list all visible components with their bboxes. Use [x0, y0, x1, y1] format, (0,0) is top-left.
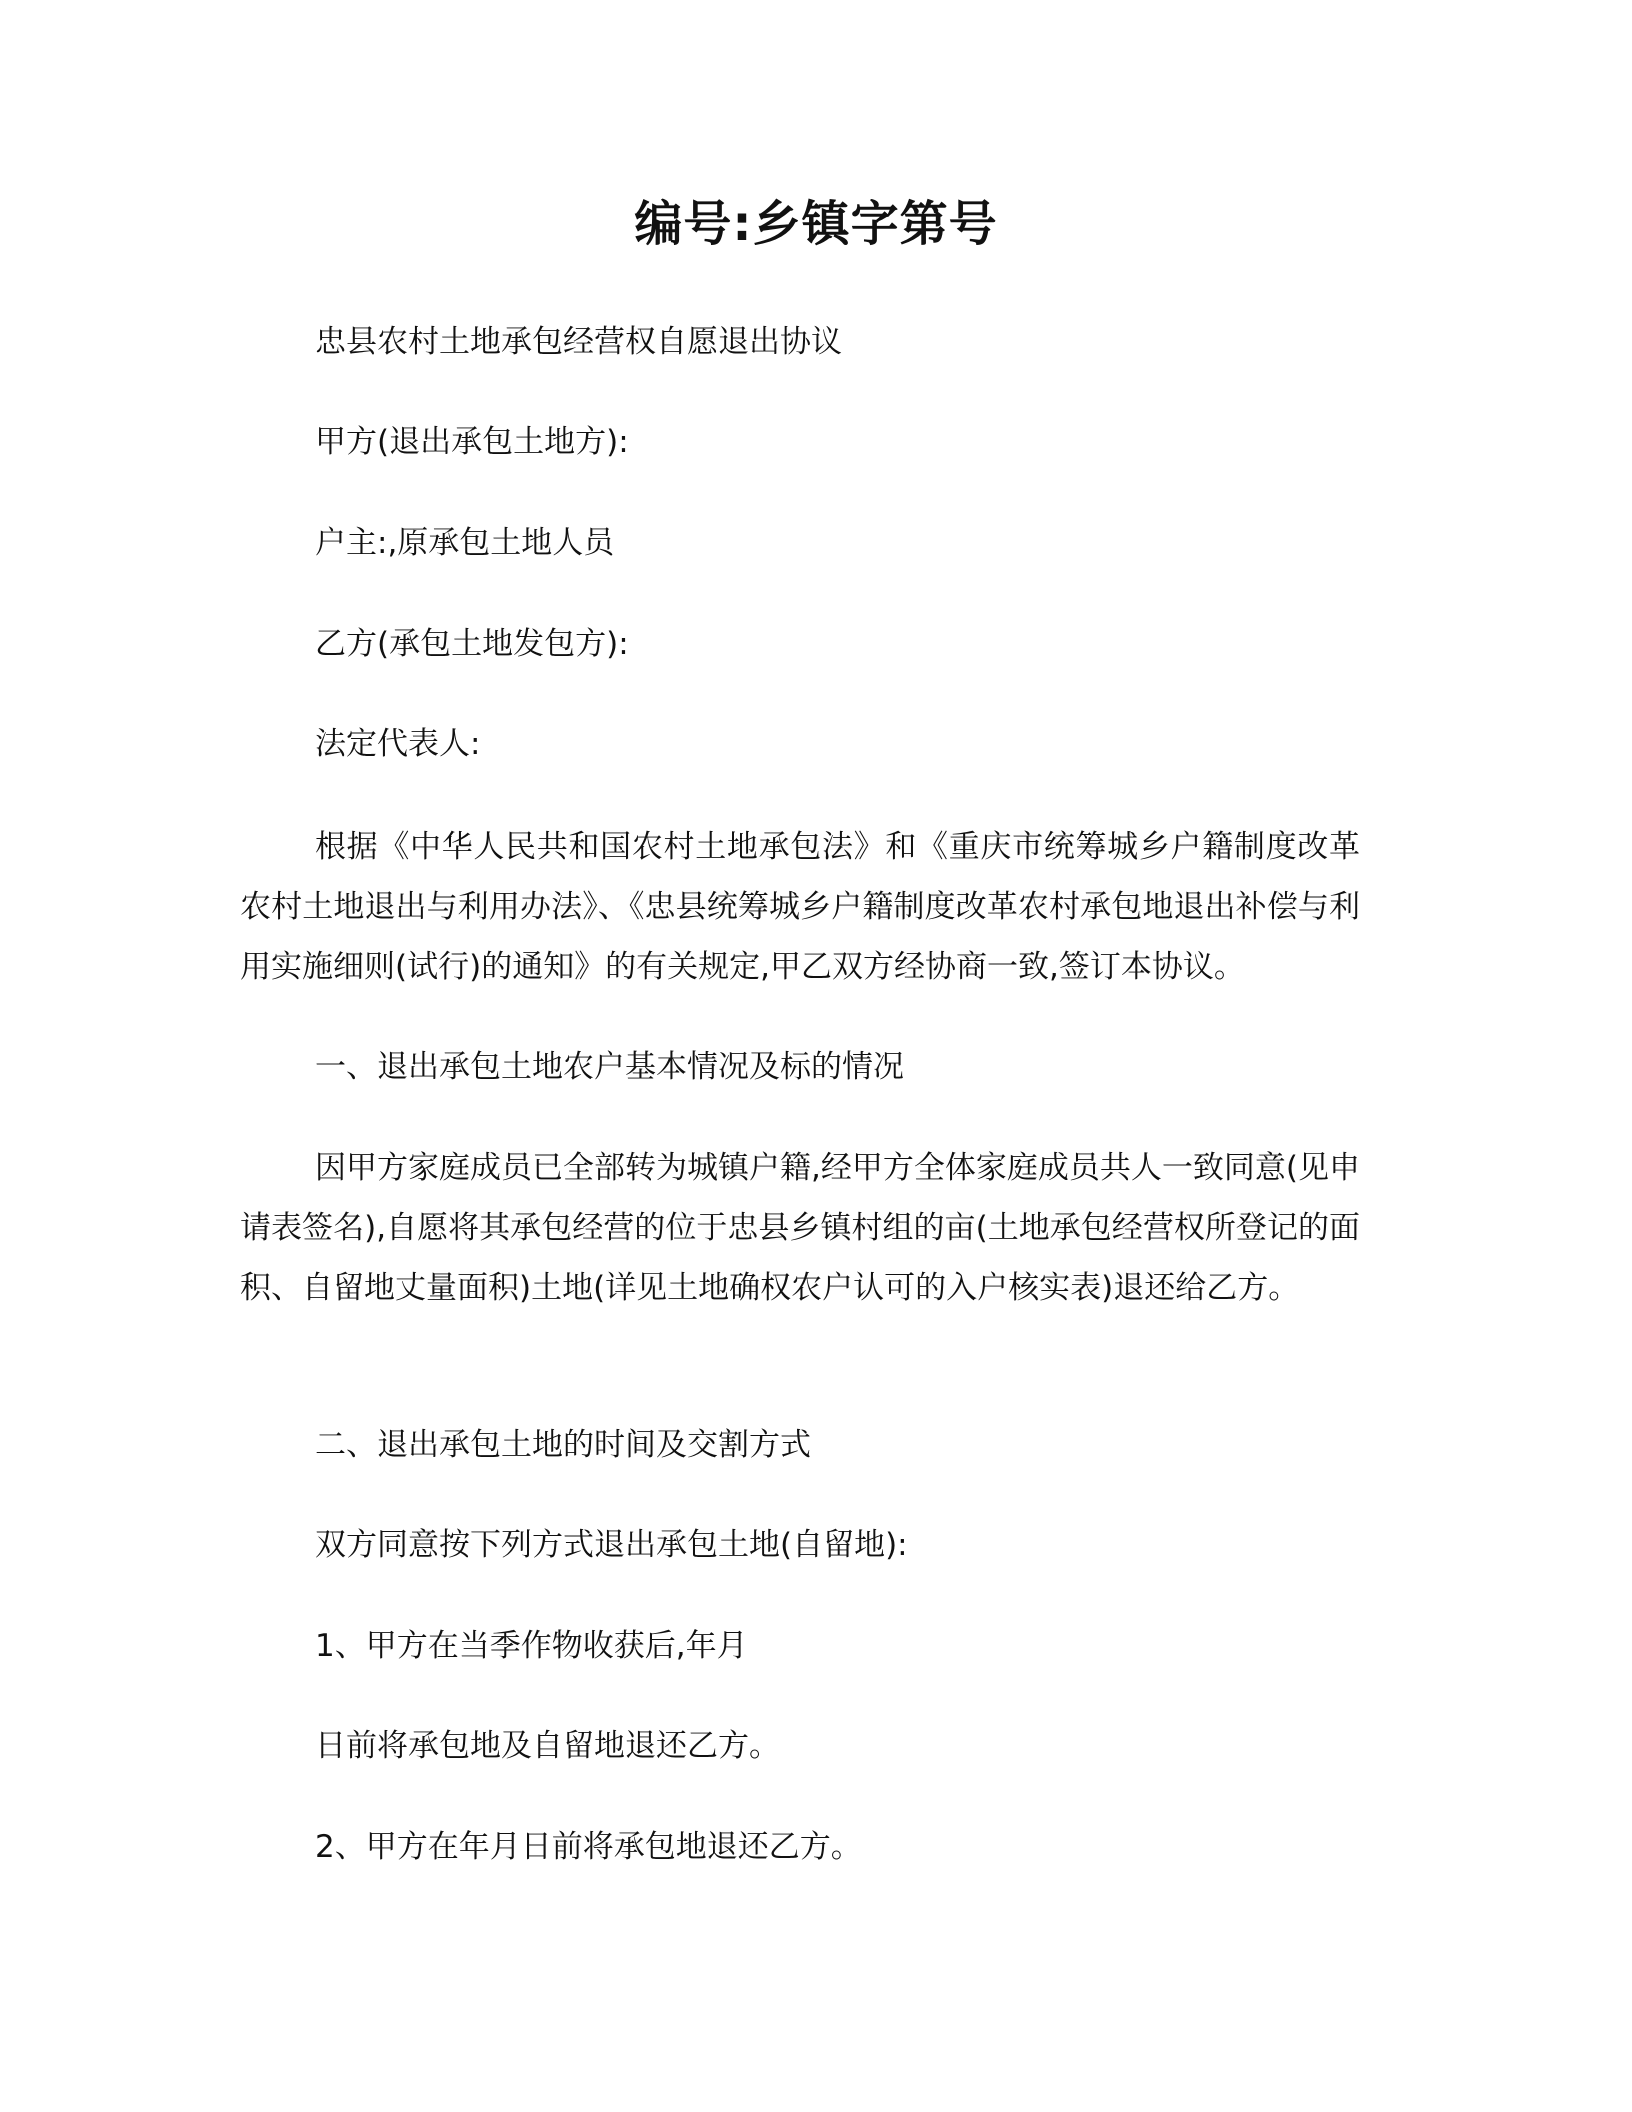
- clause-1-line-1: 1、甲方在当季作物收获后,年月: [315, 1628, 748, 1664]
- party-a-label: 甲方(退出承包土地方):: [315, 424, 629, 460]
- legal-representative-label: 法定代表人:: [315, 726, 481, 762]
- clause-2: 2、甲方在年月日前将承包地退还乙方。: [315, 1829, 862, 1865]
- section-2-intro: 双方同意按下列方式退出承包土地(自留地):: [315, 1527, 908, 1563]
- household-head-label: 户主:,原承包土地人员: [315, 525, 615, 561]
- party-b-label: 乙方(承包土地发包方):: [315, 626, 629, 662]
- section-1-body: 因甲方家庭成员已全部转为城镇户籍,经甲方全体家庭成员共人一致同意(见申请表签名),自愿将其承包经营的位于忠县乡镇村组的亩(土地承包经营权所登记的面积、自留地丈量面积)土地(详见土地确权农户认可的入户核实表)退还给乙方。: [240, 1150, 1360, 1306]
- section-2-heading: 二、退出承包土地的时间及交割方式: [315, 1427, 811, 1463]
- clause-1-line-2: 日前将承包地及自留地退还乙方。: [315, 1728, 780, 1764]
- preamble-paragraph: 根据《中华人民共和国农村土地承包法》和《重庆市统筹城乡户籍制度改革农村土地退出与利用办法》、《忠县统筹城乡户籍制度改革农村承包地退出补偿与利用实施细则(试行)的通知》的有关规定,甲乙双方经协商一致,签订本协议。: [240, 829, 1360, 985]
- document-number-title: 编号:乡镇字第号: [634, 196, 998, 252]
- section-1-heading: 一、退出承包土地农户基本情况及标的情况: [315, 1049, 904, 1085]
- agreement-name: 忠县农村土地承包经营权自愿退出协议: [315, 324, 842, 360]
